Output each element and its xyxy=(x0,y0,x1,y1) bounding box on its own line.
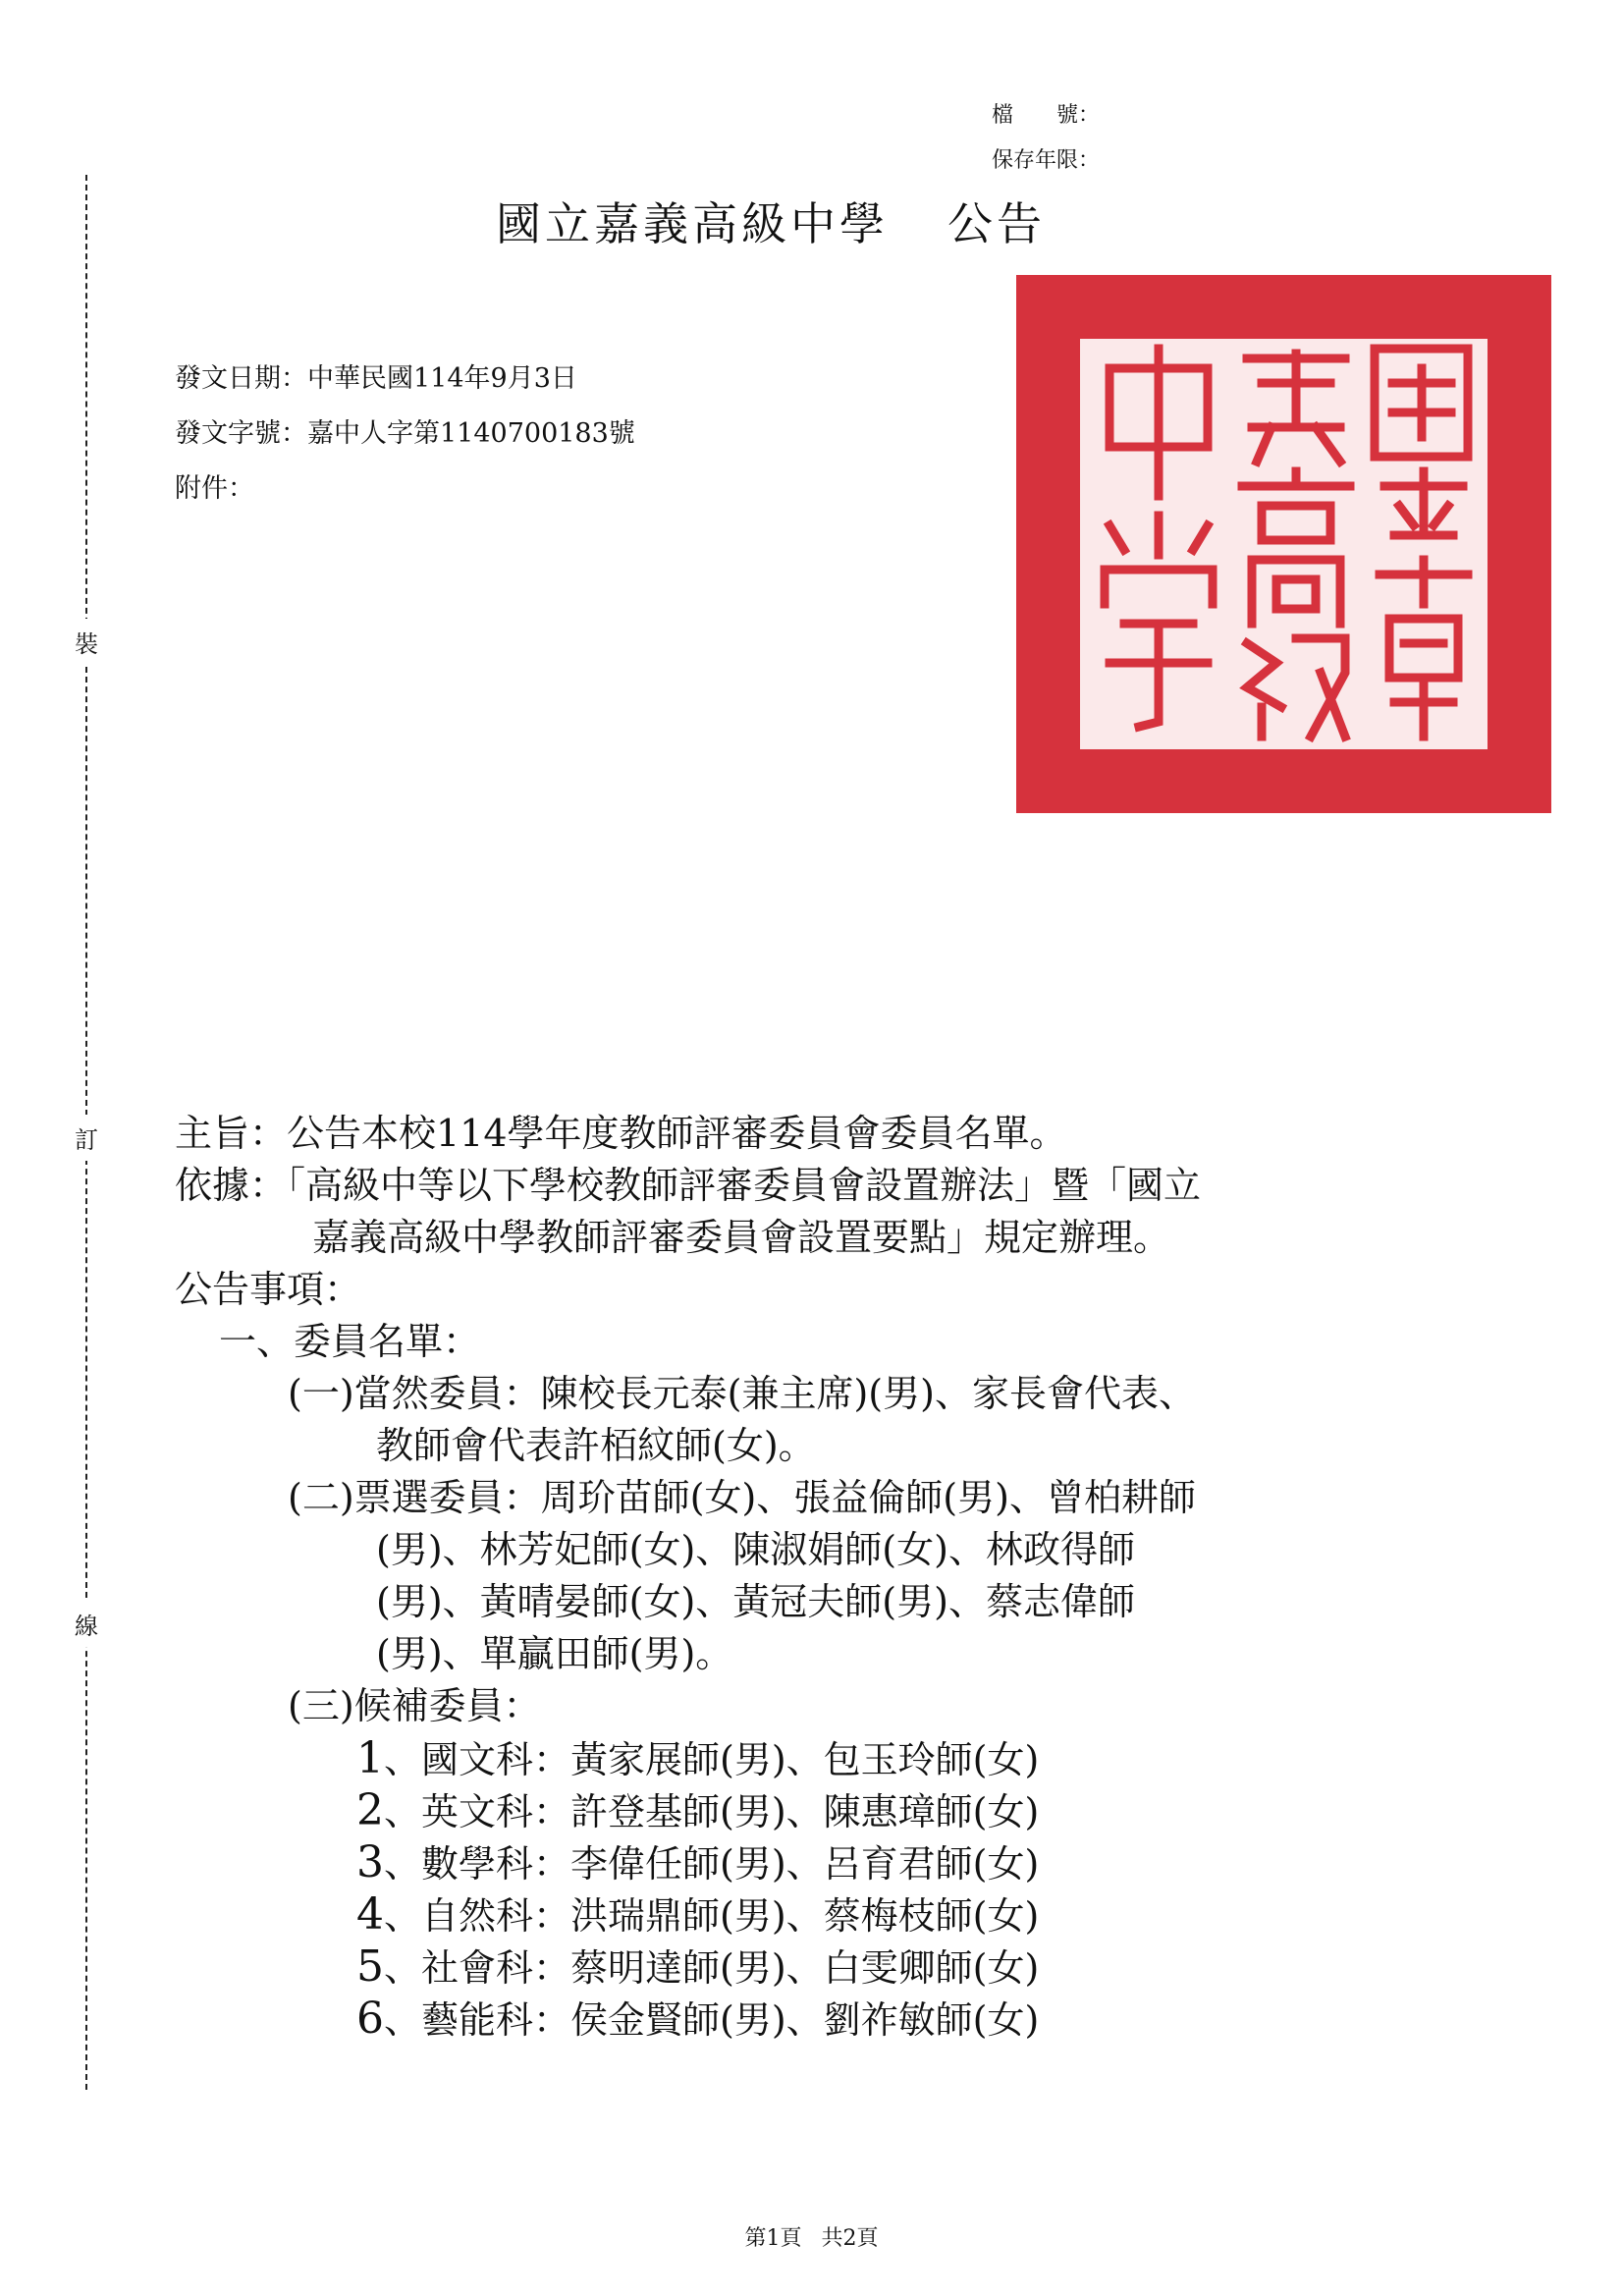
elected-line-1: (二)票選委員：周玠苗師(女)、張益倫師(男)、曾柏耕師 xyxy=(288,1476,1196,1519)
alternate-item xyxy=(175,1888,1201,1941)
file-info-block xyxy=(992,93,1100,184)
alternate-number: 2 xyxy=(356,1785,384,1835)
basis-line-1: 依據：「高級中等以下學校教師評審委員會設置辦法」暨「國立 xyxy=(175,1164,1202,1207)
issue-meta xyxy=(175,352,635,517)
alternate-item xyxy=(175,1732,1201,1784)
alternate-number: 6 xyxy=(356,1994,384,2044)
page-total: 共2頁 xyxy=(821,2226,879,2251)
attachment-label: 附件： xyxy=(175,473,254,504)
alternate-number: 3 xyxy=(356,1837,384,1887)
ex-officio-line-2: 教師會代表許栢紋師(女)。 xyxy=(376,1424,816,1467)
official-seal xyxy=(1016,275,1551,813)
elected-line-3: (男)、黃晴晏師(女)、黃冠夫師(男)、蔡志偉師 xyxy=(376,1580,1135,1623)
alternate-number: 1 xyxy=(356,1733,384,1783)
alternate-number: 4 xyxy=(356,1889,384,1940)
page-number: 第1頁 xyxy=(744,2226,802,2251)
binding-mark-bottom: 線 xyxy=(71,1601,102,1647)
basis-line-2: 嘉義高級中學教師評審委員會設置要點」規定辦理。 xyxy=(312,1216,1171,1259)
page-footer xyxy=(0,2221,1623,2252)
alternate-text: 、藝能科：侯金賢師(男)、劉祚敏師(女) xyxy=(384,1998,1040,2042)
subject-line: 主旨：公告本校114學年度教師評審委員會委員名單。 xyxy=(175,1112,1067,1155)
alternate-text: 、國文科：黃家展師(男)、包玉玲師(女) xyxy=(384,1738,1040,1781)
alternate-text: 、數學科：李偉任師(男)、呂育君師(女) xyxy=(384,1842,1040,1886)
file-number-label: 檔 號： xyxy=(992,103,1101,128)
issue-date-row xyxy=(175,352,635,407)
elected-line-4: (男)、單贏田師(男)。 xyxy=(376,1632,733,1675)
binding-mark-middle: 訂 xyxy=(71,1115,102,1161)
seal-script-glyphs xyxy=(1080,339,1488,749)
alternate-item xyxy=(175,1993,1201,2045)
reference-number-row xyxy=(175,407,635,462)
alternate-text: 、社會科：蔡明達師(男)、白雯卿師(女) xyxy=(384,1946,1040,1990)
school-name: 國立嘉義高級中學 xyxy=(496,197,889,250)
alternate-item xyxy=(175,1784,1201,1836)
binding-mark-top: 裝 xyxy=(71,619,102,665)
alternate-heading: (三)候補委員： xyxy=(288,1684,541,1727)
alternate-text: 、自然科：洪瑞鼎師(男)、蔡梅枝師(女) xyxy=(384,1894,1040,1938)
ex-officio-line-1: (一)當然委員：陳校長元泰(兼主席)(男)、家長會代表、 xyxy=(288,1372,1196,1415)
alternate-number: 5 xyxy=(356,1941,384,1992)
notice-body xyxy=(175,1108,1201,2045)
reference-number-label: 發文字號： xyxy=(175,418,307,449)
elected-line-2: (男)、林芳妃師(女)、陳淑娟師(女)、林政得師 xyxy=(376,1528,1135,1571)
section-committee-list: 一、委員名單： xyxy=(219,1320,481,1363)
notice-heading: 公告事項： xyxy=(175,1268,362,1311)
issue-date-value: 中華民國114年9月3日 xyxy=(307,363,577,394)
document-type: 公告 xyxy=(947,197,1046,250)
retention-period-label: 保存年限： xyxy=(992,148,1101,173)
alternate-item xyxy=(175,1941,1201,1993)
alternate-text: 、英文科：許登基師(男)、陳惠璋師(女) xyxy=(384,1790,1040,1833)
attachment-row xyxy=(175,462,635,517)
document-title xyxy=(496,189,1046,253)
alternate-item xyxy=(175,1836,1201,1888)
seal-inner-field xyxy=(1080,339,1488,749)
issue-date-label: 發文日期： xyxy=(175,363,307,394)
reference-number-value: 嘉中人字第1140700183號 xyxy=(307,418,635,449)
